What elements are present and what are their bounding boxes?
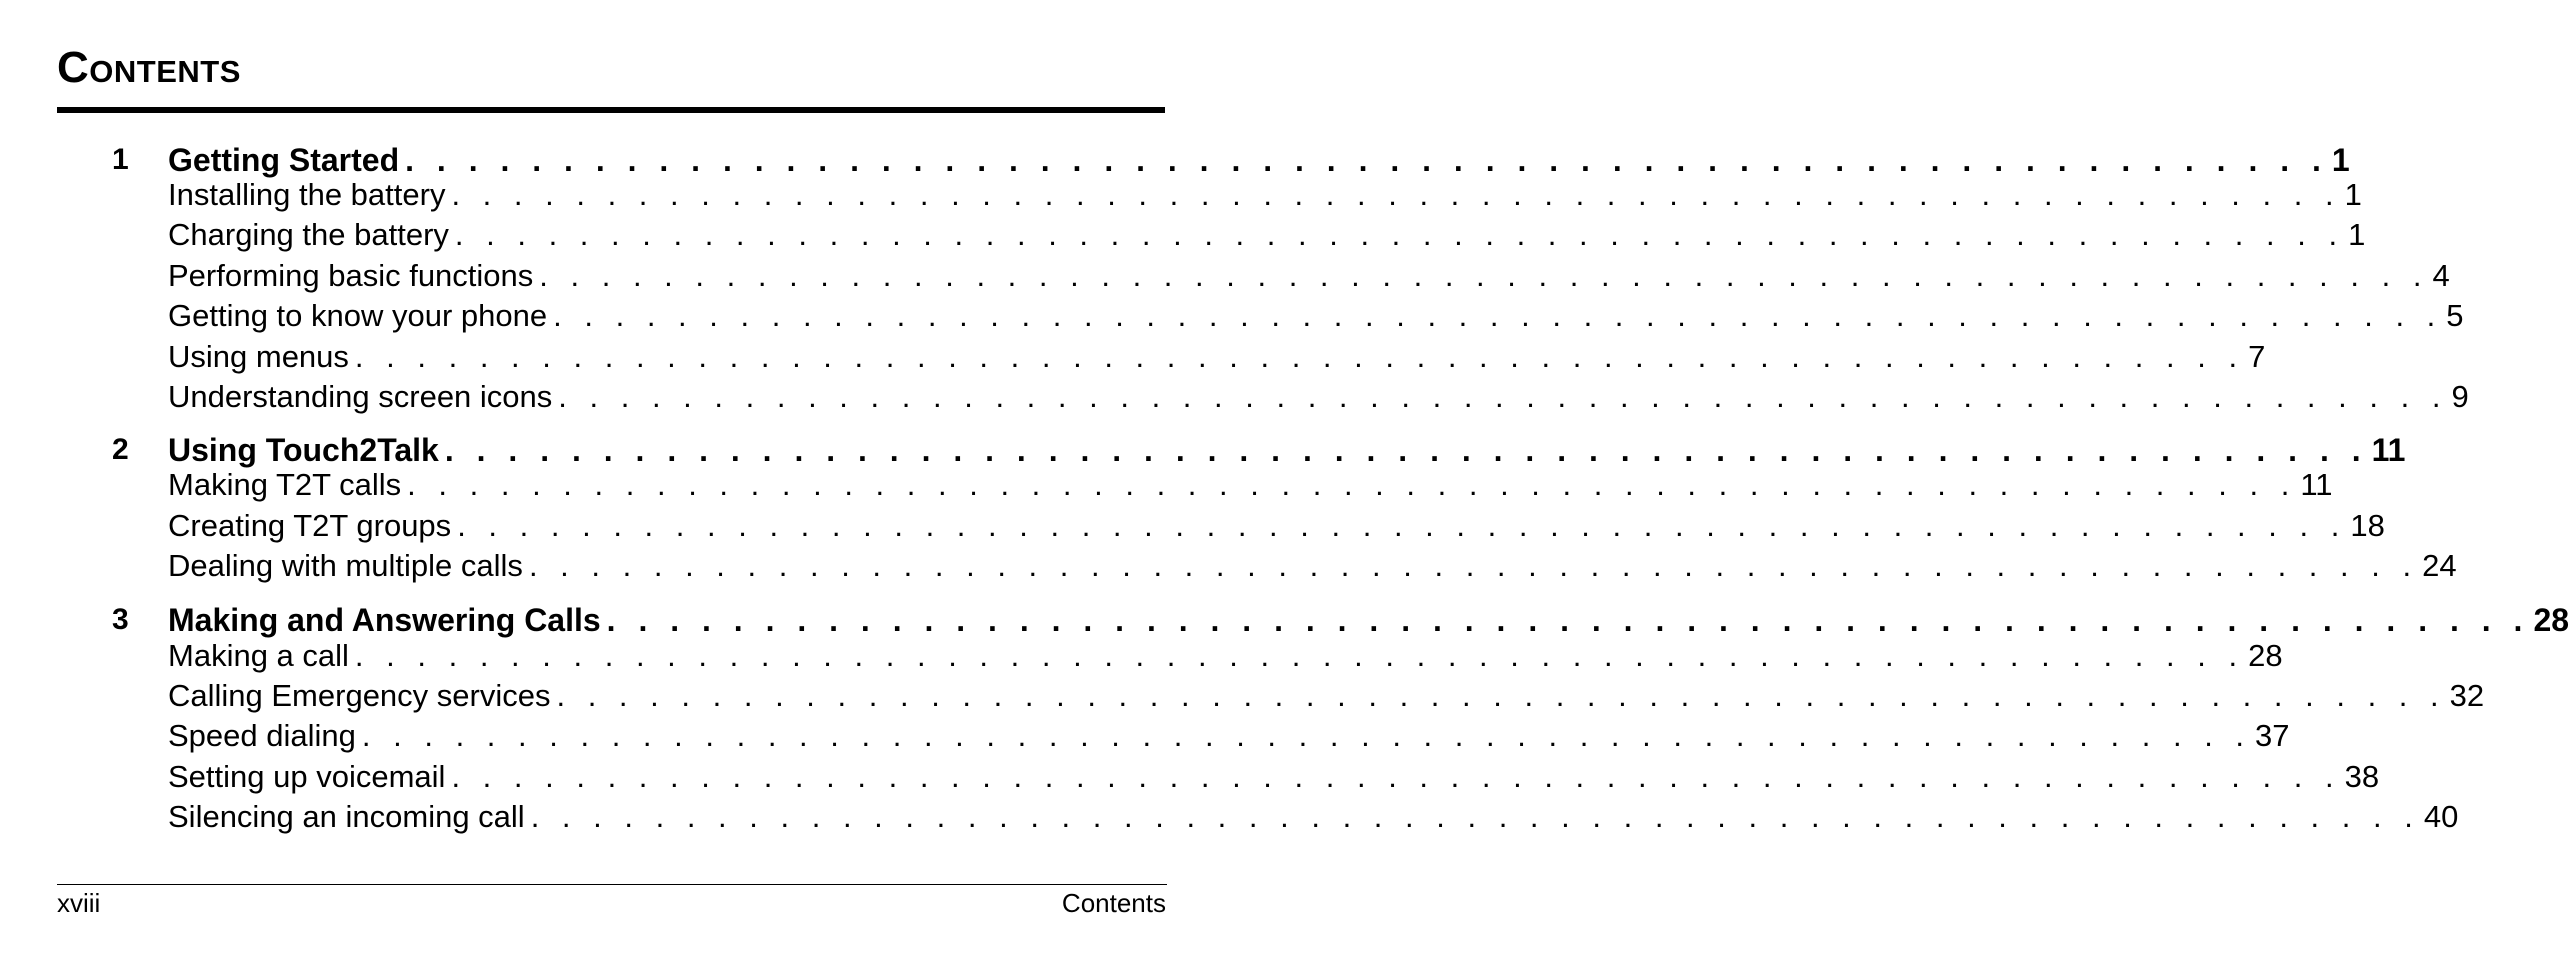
section-title: Using menus bbox=[168, 339, 349, 374]
toc-section-entry[interactable] bbox=[168, 757, 2380, 797]
dot-leader: . . . . . . . . . . . . . . . . . . . . . . . . . . . . . . . . . . . . . . . . . . . . . . . . . . . . . . . . . . . . . bbox=[556, 678, 2446, 713]
footer-section-name: Contents bbox=[1061, 888, 1166, 918]
toc-section-entry[interactable] bbox=[168, 377, 2469, 417]
section-title: Silencing an incoming call bbox=[168, 799, 525, 834]
chapter-number: 3 bbox=[112, 603, 129, 636]
toc-section-entry[interactable] bbox=[168, 465, 2333, 505]
chapter-page-number: 28 bbox=[2533, 602, 2569, 638]
toc-section-entry[interactable] bbox=[168, 546, 2457, 586]
title-divider bbox=[57, 107, 1165, 113]
toc-section-entry[interactable] bbox=[168, 506, 2385, 546]
dot-leader: . . . . . . . . . . . . . . . . . . . . . . . . . . . . . . . . . . . . . . . . . . . . . . . . . . . . . . . . . . . . . bbox=[539, 258, 2429, 293]
chapter-page-number: 11 bbox=[2371, 432, 2406, 468]
section-page-number: 7 bbox=[2248, 339, 2266, 374]
page-title: Contents bbox=[57, 43, 241, 92]
section-title: Charging the battery bbox=[168, 217, 449, 252]
section-page-number: 4 bbox=[2432, 258, 2450, 293]
dot-leader: . . . . . . . . . . . . . . . . . . . . . . . . . . . . . . . . . . . . . . . . . . . . . . . . . . . . . . . . . . . . . bbox=[454, 217, 2345, 252]
dot-leader: . . . . . . . . . . . . . . . . . . . . . . . . . . . . . . . . . . . . . . . . . . . . . . . . . . . . . . . . . . . . . bbox=[444, 432, 2368, 468]
toc-section-entry[interactable] bbox=[168, 215, 2366, 255]
toc-section-entry[interactable] bbox=[168, 636, 2283, 676]
section-title: Making T2T calls bbox=[168, 467, 402, 502]
toc-chapter-entry[interactable] bbox=[168, 430, 2406, 470]
footer-divider bbox=[57, 884, 1167, 885]
toc-chapter-entry[interactable] bbox=[168, 140, 2350, 180]
toc-section-entry[interactable] bbox=[168, 256, 2450, 296]
dot-leader: . . . . . . . . . . . . . . . . . . . . . . . . . . . . . . . . . . . . . . . . . . . . . . . . . . . . . . . . . . . . . bbox=[553, 298, 2443, 333]
toc-section-entry[interactable] bbox=[168, 716, 2290, 756]
toc-section-entry[interactable] bbox=[168, 175, 2362, 215]
section-title: Setting up voicemail bbox=[168, 759, 446, 794]
chapter-number: 2 bbox=[112, 433, 129, 466]
dot-leader: . . . . . . . . . . . . . . . . . . . . . . . . . . . . . . . . . . . . . . . . . . . . . . . . . . . . . . . . . . . . . bbox=[407, 467, 2297, 502]
section-title: Calling Emergency services bbox=[168, 678, 551, 713]
section-page-number: 24 bbox=[2422, 548, 2457, 583]
section-page-number: 11 bbox=[2300, 467, 2333, 502]
chapter-title: Making and Answering Calls bbox=[168, 602, 601, 638]
section-title: Understanding screen icons bbox=[168, 379, 553, 414]
section-page-number: 18 bbox=[2350, 508, 2385, 543]
section-title: Speed dialing bbox=[168, 718, 356, 753]
dot-leader: . . . . . . . . . . . . . . . . . . . . . . . . . . . . . . . . . . . . . . . . . . . . . . . . . . . . . . . . . . . . . bbox=[451, 759, 2341, 794]
dot-leader: . . . . . . . . . . . . . . . . . . . . . . . . . . . . . . . . . . . . . . . . . . . . . . . . . . . . . . . . . . . . . bbox=[354, 638, 2245, 673]
section-title: Installing the battery bbox=[168, 177, 446, 212]
dot-leader: . . . . . . . . . . . . . . . . . . . . . . . . . . . . . . . . . . . . . . . . . . . . . . . . . . . . . . . . . . . . . bbox=[361, 718, 2252, 753]
toc-section-entry[interactable] bbox=[168, 676, 2485, 716]
section-page-number: 37 bbox=[2255, 718, 2290, 753]
section-title: Performing basic functions bbox=[168, 258, 534, 293]
section-title: Creating T2T groups bbox=[168, 508, 452, 543]
dot-leader: . . . . . . . . . . . . . . . . . . . . . . . . . . . . . . . . . . . . . . . . . . . . . . . . . . . . . . . . . . . . . bbox=[530, 799, 2420, 834]
section-page-number: 1 bbox=[2344, 177, 2362, 212]
section-page-number: 40 bbox=[2423, 799, 2459, 834]
section-page-number: 1 bbox=[2348, 217, 2366, 252]
chapter-number: 1 bbox=[112, 143, 129, 176]
section-title: Dealing with multiple calls bbox=[168, 548, 523, 583]
dot-leader: . . . . . . . . . . . . . . . . . . . . . . . . . . . . . . . . . . . . . . . . . . . . . . . . . . . . . . . . . . . . . bbox=[405, 142, 2328, 178]
dot-leader: . . . . . . . . . . . . . . . . . . . . . . . . . . . . . . . . . . . . . . . . . . . . . . . . . . . . . . . . . . . . . bbox=[354, 339, 2245, 374]
dot-leader: . . . . . . . . . . . . . . . . . . . . . . . . . . . . . . . . . . . . . . . . . . . . . . . . . . . . . . . . . . . . . bbox=[606, 602, 2530, 638]
toc-section-entry[interactable] bbox=[168, 797, 2459, 837]
section-page-number: 38 bbox=[2344, 759, 2380, 794]
chapter-title: Getting Started bbox=[168, 142, 400, 178]
dot-leader: . . . . . . . . . . . . . . . . . . . . . . . . . . . . . . . . . . . . . . . . . . . . . . . . . . . . . . . . . . . . . bbox=[457, 508, 2347, 543]
dot-leader: . . . . . . . . . . . . . . . . . . . . . . . . . . . . . . . . . . . . . . . . . . . . . . . . . . . . . . . . . . . . . bbox=[528, 548, 2419, 583]
chapter-title: Using Touch2Talk bbox=[168, 432, 439, 468]
toc-section-entry[interactable] bbox=[168, 296, 2464, 336]
dot-leader: . . . . . . . . . . . . . . . . . . . . . . . . . . . . . . . . . . . . . . . . . . . . . . . . . . . . . . . . . . . . . bbox=[451, 177, 2341, 212]
chapter-page-number: 1 bbox=[2331, 142, 2350, 178]
section-page-number: 32 bbox=[2449, 678, 2485, 713]
toc-section-entry[interactable] bbox=[168, 337, 2266, 377]
section-title: Getting to know your phone bbox=[168, 298, 548, 333]
section-page-number: 5 bbox=[2446, 298, 2464, 333]
section-page-number: 9 bbox=[2451, 379, 2469, 414]
toc-chapter-entry[interactable] bbox=[168, 600, 2569, 640]
footer-page-number: xviii bbox=[57, 888, 101, 918]
section-page-number: 28 bbox=[2248, 638, 2283, 673]
section-title: Making a call bbox=[168, 638, 349, 673]
dot-leader: . . . . . . . . . . . . . . . . . . . . . . . . . . . . . . . . . . . . . . . . . . . . . . . . . . . . . . . . . . . . . bbox=[558, 379, 2448, 414]
